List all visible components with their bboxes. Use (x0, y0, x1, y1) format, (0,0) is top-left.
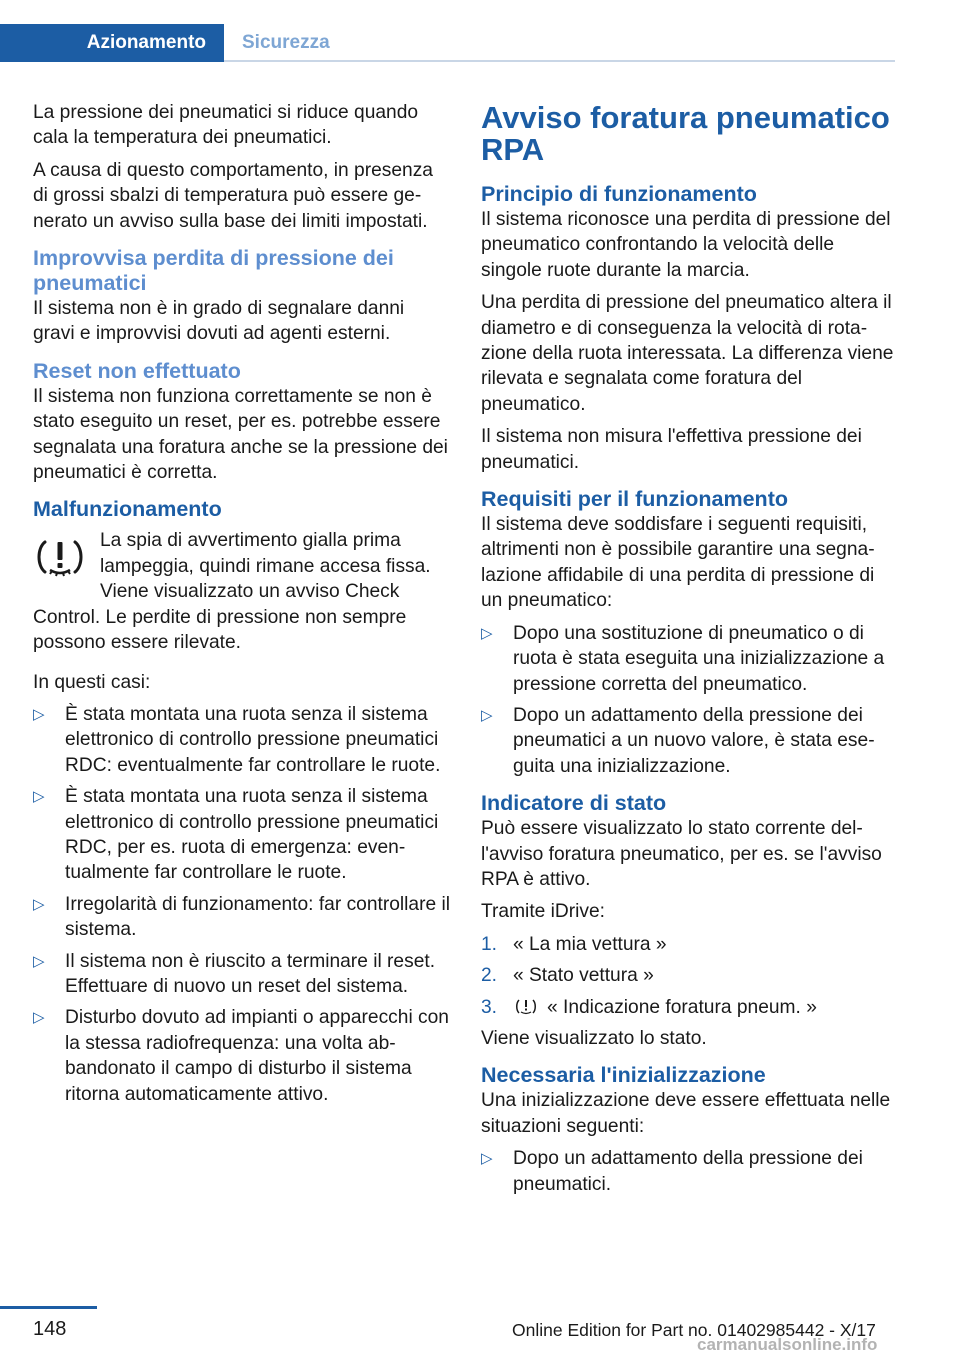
paragraph-malfunction-b: Control. Le perdite di pressione non sempre possono essere rilevate. (33, 606, 407, 654)
paragraph-cases-intro: In questi casi: (33, 671, 151, 693)
paragraph-init-needed: Una inizializzazione deve essere effettuata nelle situazioni seguenti: (481, 1090, 891, 1137)
footer-rule (0, 1306, 97, 1309)
right-column (481, 100, 896, 1203)
paragraph-temperature: La pressione dei pneumatici si riduce quando cala la temperatura dei pneumatici. (33, 102, 419, 149)
list-item: ▷ Il sistema non è riuscito a terminare il reset. Effettuare di nuovo un reset del sistema. (33, 950, 436, 997)
tab-underline (224, 60, 895, 62)
watermark: carmanualsonline.info (697, 1335, 878, 1354)
tab-sicurezza: Sicurezza (242, 32, 330, 53)
paragraph-idrive: Tramite iDrive: (481, 901, 606, 923)
bullet-arrow-icon: ▷ (33, 895, 45, 913)
cases-list (33, 702, 450, 1107)
paragraph-sudden-loss: Il sistema non è in grado di segnalare danni gravi e improvvisi dovuti ad agenti esterni. (33, 298, 405, 345)
bullet-arrow-icon: ▷ (481, 1150, 493, 1168)
list-item: 2. « Stato vettura » (481, 965, 654, 987)
left-column (33, 100, 450, 1113)
list-item: ▷ Irregolarità di funzionamento: far controllare il sistema. (33, 893, 451, 941)
list-item: 3. « Indicazione foratura pneum. » (481, 996, 817, 1018)
page-number: 148 (33, 1318, 67, 1340)
requirements-list (481, 621, 896, 779)
paragraph-principle-3: Il sistema non misura l'effettiva pressione dei pneumatici. (481, 426, 862, 473)
heading-sudden-loss: Improvvisa perdita di pressione dei pneumatici (33, 246, 394, 296)
malfunction-warning-block (33, 528, 450, 604)
list-item: ▷ È stata montata una ruota senza il sistema elettronico di controllo pressione pneumatici RDC, per es. ruota di emergenza: eventualmente far controllare le ruote. (33, 786, 439, 884)
paragraph-principle-1: Il sistema riconosce una perdita di pressione del pneumatico confrontando la velocità delle singole ruote durante la marcia. (481, 209, 891, 281)
bullet-arrow-icon: ▷ (33, 705, 45, 723)
bullet-arrow-icon: ▷ (481, 706, 493, 724)
bullet-arrow-icon: ▷ (33, 788, 45, 806)
init-list (481, 1146, 896, 1197)
bullet-arrow-icon: ▷ (33, 952, 45, 970)
heading-status-indicator: Indicatore di stato (481, 791, 667, 816)
bullet-arrow-icon: ▷ (481, 624, 493, 642)
paragraph-status-indicator: Può essere visualizzato lo stato corrente dell'avviso foratura pneumatico, per es. se l'avviso RPA è attivo. (481, 818, 882, 890)
heading-principle: Principio di funzionamento (481, 182, 757, 206)
list-item: ▷ Dopo una sostituzione di pneumatico o di ruota è stata eseguita una inizializzazione a pressione corretta del pneumatico. (481, 622, 885, 695)
bullet-arrow-icon: ▷ (33, 1009, 45, 1027)
paragraph-status-shown: Viene visualizzato lo stato. (481, 1027, 707, 1049)
paragraph-requirements: Il sistema deve soddisfare i seguenti requisiti, altrimenti non è possibile garantire una segnalazione affidabile di una perdita di pressione di un pneumatico: (481, 514, 875, 612)
chapter-tab-bar (0, 24, 895, 62)
paragraph-principle-2: Una perdita di pressione del pneumatico altera il diametro e di conseguenza la velocità di rotazione della ruota interessata. La differenza viene rilevata e segnalata come foratura del pneumatico. (481, 292, 894, 415)
heading-malfunction: Malfunzionamento (33, 497, 222, 522)
idrive-steps (481, 932, 896, 1020)
heading-init-needed: Necessaria l'inizializzazione (481, 1063, 766, 1088)
list-item: ▷ È stata montata una ruota senza il sistema elettronico di controllo pressione pneumatici RDC: eventualmente far controllare le ruote. (33, 703, 441, 776)
edition-note: Online Edition for Part no. 01402985442 - X/17 (512, 1320, 876, 1340)
tire-pressure-warning-icon (515, 998, 537, 1015)
paragraph-reset-not-done: Il sistema non funziona correttamente se non è stato eseguito un reset, per es. potrebbe essere segnalata una foratura anche se la pressione dei pneumatici è corretta. (33, 385, 448, 484)
heading-requirements: Requisiti per il funzionamento (481, 487, 788, 512)
tire-pressure-warning-icon (33, 534, 87, 580)
list-item: ▷ Dopo un adattamento della pressione dei pneumatici. (481, 1148, 863, 1195)
paragraph-temperature-swings: A causa di questo comportamento, in presenza di grossi sbalzi di temperatura può essere generato un avviso sulla base dei limiti impostati. (33, 159, 433, 232)
paragraph-malfunction-a: La spia di avvertimento gialla prima lampeggia, quindi rimane accesa fissa. Viene visualizzato un avviso Check (100, 530, 431, 603)
list-item: ▷ Dopo un adattamento della pressione dei pneumatici a un nuovo valore, è stata eseguita una inizializzazione. (481, 704, 875, 777)
tab-azionamento: Azionamento (0, 24, 224, 62)
list-item: 1. « La mia vettura » (481, 933, 667, 955)
list-item: ▷ Disturbo dovuto ad impianti o apparecchi con la stessa radiofrequenza: una volta abbandonato il campo di disturbo il sistema ritorna automaticamente attivo. (33, 1007, 449, 1105)
heading-reset-not-done: Reset non effettuato (33, 358, 241, 383)
section-title-rpa: Avviso foratura pneumatico RPA (481, 100, 890, 167)
